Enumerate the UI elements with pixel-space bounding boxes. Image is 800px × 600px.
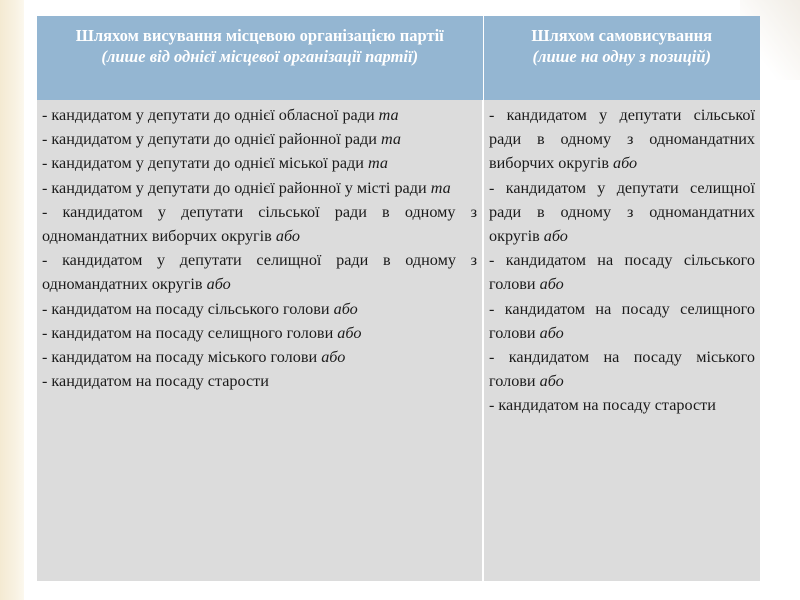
list-item	[489, 176, 755, 249]
header-self-nomination	[483, 16, 760, 100]
list-item	[489, 297, 755, 345]
list-item-conjunction: або	[543, 227, 568, 246]
list-item-conjunction: або	[337, 323, 362, 342]
list-item	[42, 151, 477, 175]
list-item-text: - кандидатом у депутати до однієї міської ради	[42, 154, 364, 173]
list-item-text: - кандидатом на посаду сільського голови	[489, 251, 755, 294]
list-item-conjunction: та	[378, 106, 399, 124]
list-item-text: - кандидатом на посаду сільського голови	[42, 299, 330, 318]
list-item	[489, 345, 755, 393]
self-nomination-cell	[483, 100, 760, 581]
list-item-conjunction: або	[206, 275, 231, 294]
list-item-conjunction: або	[539, 323, 564, 342]
list-item-text: - кандидатом у депутати до однієї районної ради	[42, 130, 377, 149]
list-item	[42, 248, 477, 296]
body-row	[37, 100, 760, 581]
list-item	[489, 393, 755, 417]
list-item-conjunction: та	[430, 178, 451, 197]
list-item-conjunction: або	[613, 154, 638, 173]
list-item	[42, 321, 477, 345]
list-item	[42, 103, 477, 127]
list-item	[42, 297, 477, 321]
list-item	[489, 103, 755, 176]
list-item-text: - кандидатом на посаду старости	[42, 372, 269, 391]
list-item-text: - кандидатом у депутати селищної ради в одному з одномандатних округів	[42, 251, 477, 294]
list-item-conjunction: та	[368, 154, 388, 173]
list-item-text: - кандидатом на посаду селищного голови	[489, 299, 755, 342]
header-party-nomination	[37, 16, 483, 100]
list-item-conjunction: або	[321, 348, 346, 367]
list-item	[489, 248, 755, 296]
list-item-text: - кандидатом у депутати до однієї районної у місті ради	[42, 178, 427, 197]
header-note: (лише від однієї місцевої організації партії)	[101, 47, 419, 66]
list-item-text: - кандидатом на посаду міського голови	[489, 348, 755, 391]
list-item-conjunction: або	[275, 227, 300, 246]
list-item	[42, 176, 477, 200]
header-note: (лише на одну з позицій)	[532, 47, 711, 66]
list-item-text: - кандидатом на посаду старости	[489, 396, 716, 415]
list-item-conjunction: або	[539, 372, 564, 391]
list-item	[42, 127, 477, 151]
list-item-text: - кандидатом на посаду міського голови	[42, 348, 318, 367]
list-item-text: - кандидатом у депутати селищної ради в одному з одномандатних округів	[489, 178, 755, 246]
list-item-conjunction: або	[333, 299, 358, 318]
header-title: Шляхом висування місцевою організацією партії	[75, 26, 444, 45]
list-item-text: - кандидатом у депутати сільської ради в одному з одномандатних виборчих округів	[42, 202, 477, 246]
list-item	[42, 345, 477, 369]
party-nomination-cell	[37, 100, 483, 581]
nomination-table	[37, 16, 760, 581]
header-title: Шляхом самовисування	[531, 26, 713, 45]
list-item	[42, 369, 477, 393]
list-item-conjunction: та	[381, 130, 401, 149]
left-decorative-band	[0, 0, 24, 600]
list-item-text: - кандидатом у депутати до однієї обласної ради	[42, 106, 375, 124]
list-item-text: - кандидатом у депутати сільської ради в одному з одномандатних виборчих округів	[489, 106, 755, 173]
header-row	[37, 16, 760, 100]
list-item-conjunction: або	[539, 275, 564, 294]
list-item-text: - кандидатом на посаду селищного голови	[42, 323, 334, 342]
list-item	[42, 200, 477, 248]
